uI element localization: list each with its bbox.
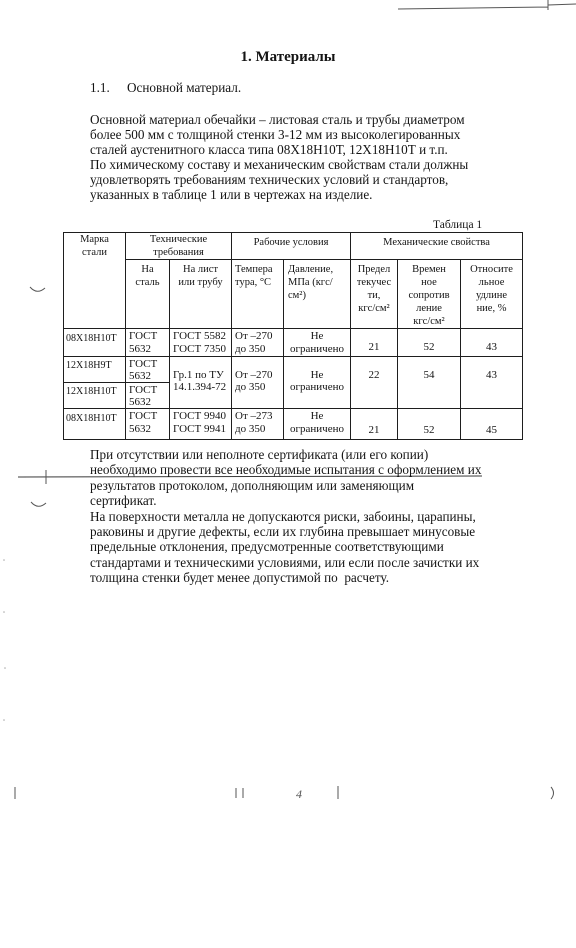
scan-artifact-margin-dots <box>3 559 6 721</box>
header-text: стали <box>82 246 107 258</box>
scan-artifact-bottom-ticks <box>15 786 338 799</box>
cell-steel-standard <box>126 409 170 440</box>
paragraph-line: предельные отклонения, предусмотренные соответствующими <box>90 539 444 555</box>
cell-yield-strength: 22 <box>351 357 398 409</box>
cell-text: ГОСТ 9940 <box>173 410 226 422</box>
header-text: Темпера <box>235 264 273 275</box>
cell-elongation: 43 <box>461 357 523 409</box>
col-header-technical-requirements <box>126 233 232 260</box>
header-text: Времен <box>412 264 446 275</box>
col-header-temperature <box>232 260 284 329</box>
page-number: 4 <box>296 787 302 801</box>
col-header-pressure <box>284 260 351 329</box>
header-text: удлине <box>475 290 508 301</box>
paragraph-line: более 500 мм с толщиной стенки 3-12 мм из высоколегированных <box>90 127 461 142</box>
scan-artifact-top-edge <box>398 0 576 10</box>
cell-yield-strength: 21 <box>351 409 398 440</box>
paragraph-line: результатов протоколом, дополняющим или заменяющим <box>90 477 415 493</box>
header-text: Технические <box>149 234 208 245</box>
col-header-tensile-strength <box>398 260 461 329</box>
cell-text: до 350 <box>235 423 266 435</box>
cell-sheet-or-pipe-standard <box>170 409 232 440</box>
cell-text: до 350 <box>235 343 266 355</box>
table-row <box>64 409 523 440</box>
cell-text: 5632 <box>129 370 151 382</box>
header-text: или трубу <box>178 277 223 288</box>
paragraph-line: раковины и другие дефекты, если их глубина превышает минусовые <box>90 524 476 540</box>
header-text: Давление, <box>288 264 334 275</box>
header-text: Марка <box>80 234 109 245</box>
cell-temperature <box>232 409 284 440</box>
cell-steel-standard <box>126 357 170 383</box>
col-header-elongation <box>461 260 523 329</box>
cell-temperature <box>232 357 284 409</box>
cell-pressure <box>284 329 351 357</box>
paragraph-line: сталей аустенитного класса типа 08Х18Н10Т, 12Х18Н10Т и т.п. <box>90 142 448 157</box>
cell-sheet-or-pipe-standard <box>170 329 232 357</box>
table-caption: Таблица 1 <box>433 219 483 231</box>
cell-temperature <box>232 329 284 357</box>
cell-text: От –270 <box>235 330 273 342</box>
paragraph-line: толщина стенки будет менее допустимой по расчету. <box>90 570 389 586</box>
cell-text: От –273 <box>235 410 273 422</box>
cell-steel-standard <box>126 329 170 357</box>
scan-artifact-margin-mark <box>31 502 46 506</box>
cell-text: Не <box>310 330 324 342</box>
header-text: ние, % <box>476 303 507 314</box>
cell-text: Не <box>310 410 324 422</box>
cell-text: ГОСТ <box>129 384 158 396</box>
header-text: Относите <box>470 264 513 275</box>
cell-elongation: 45 <box>461 409 523 440</box>
cell-text: ограничено <box>290 423 344 435</box>
col-header-mechanical-properties <box>351 233 523 260</box>
cell-text: ГОСТ <box>129 330 158 342</box>
cell-text: ГОСТ <box>129 410 158 422</box>
materials-table <box>63 232 523 440</box>
paragraph-line: Основной материал обечайки – листовая сталь и трубы диаметром <box>90 112 465 127</box>
cell-tensile-strength: 52 <box>398 409 461 440</box>
header-text: На <box>141 264 154 275</box>
cell-text: ГОСТ 5582 <box>173 330 226 342</box>
paragraph-line: При отсутствии или неполноте сертификата (или его копии) <box>90 447 429 462</box>
cell-sheet-or-pipe-standard <box>170 357 232 409</box>
col-header-yield-strength <box>351 260 398 329</box>
header-text: ление <box>416 303 442 314</box>
header-text: На лист <box>183 264 218 275</box>
header-text: Предел <box>357 264 391 275</box>
scan-artifact-margin-mark <box>30 287 45 291</box>
table-row <box>64 357 523 383</box>
cell-text: От –270 <box>235 369 273 381</box>
header-text: Рабочие условия <box>253 237 329 248</box>
cell-tensile-strength: 52 <box>398 329 461 357</box>
document-title: 1. Материалы <box>240 49 336 65</box>
paragraph-certificate-and-defects <box>90 447 481 586</box>
cell-text: Гр.1 по ТУ <box>173 369 224 381</box>
col-header-for-steel <box>126 260 170 329</box>
cell-grade: 08Х18Н10Т <box>64 329 126 357</box>
table-row <box>64 329 523 357</box>
cell-grade: 12Х18Н9Т <box>64 357 126 383</box>
header-text: кгс/см² <box>358 303 390 314</box>
cell-text: 5632 <box>129 343 151 355</box>
paragraph-line: стандартами и техническими условиями, или если после зачистки их <box>90 554 480 570</box>
cell-text: 5632 <box>129 396 151 408</box>
cell-tensile-strength: 54 <box>398 357 461 409</box>
paragraph-line: удовлетворять требованиям технических условий и стандартов, <box>90 172 449 187</box>
cell-yield-strength: 21 <box>351 329 398 357</box>
header-text: МПа (кгс/ <box>288 277 333 288</box>
cell-text: ГОСТ 9941 <box>173 423 226 435</box>
paragraph-line: сертификат. <box>90 493 157 509</box>
header-text: Механические свойства <box>383 237 490 248</box>
col-header-for-sheet-or-pipe <box>170 260 232 329</box>
cell-text: Не <box>310 369 324 381</box>
header-text: требования <box>153 246 204 258</box>
col-header-operating-conditions <box>232 233 351 260</box>
cell-pressure <box>284 409 351 440</box>
cell-text: ограничено <box>290 343 344 355</box>
section-number: 1.1. <box>90 80 110 95</box>
cell-text: 5632 <box>129 423 151 435</box>
header-text: сопротив <box>408 290 450 301</box>
header-text: см²) <box>288 290 306 301</box>
cell-text: ГОСТ 7350 <box>173 343 226 355</box>
paragraph-line: указанных в таблице 1 или в чертежах на изделие. <box>90 187 373 202</box>
header-text: ти, <box>367 290 381 301</box>
paragraph-line: На поверхности металла не допускаются риски, забоины, царапины, <box>90 508 476 524</box>
header-text: ное <box>421 277 437 288</box>
header-text: тура, °С <box>235 277 272 288</box>
cell-text: ограничено <box>290 381 344 393</box>
header-text: льное <box>478 277 505 288</box>
cell-grade: 12Х18Н10Т <box>64 383 126 409</box>
section-heading: Основной материал. <box>127 80 242 95</box>
header-text: кгс/см² <box>413 316 445 327</box>
cell-pressure <box>284 357 351 409</box>
paragraph-line: По химическому составу и механическим свойствам стали должны <box>90 157 469 172</box>
cell-grade: 08Х18Н10Т <box>64 409 126 440</box>
paragraph-main-material <box>90 112 468 202</box>
cell-text: ГОСТ <box>129 358 158 370</box>
cell-steel-standard <box>126 383 170 409</box>
header-text: текучес <box>356 277 392 288</box>
cell-text: 14.1.394-72 <box>173 381 227 393</box>
paragraph-line: необходимо провести все необходимые испытания с оформлением их <box>90 462 482 478</box>
col-header-grade <box>64 233 126 329</box>
scan-artifact-bottom-bracket <box>551 787 554 799</box>
header-text: сталь <box>135 277 160 288</box>
cell-text: до 350 <box>235 381 266 393</box>
cell-elongation: 43 <box>461 329 523 357</box>
